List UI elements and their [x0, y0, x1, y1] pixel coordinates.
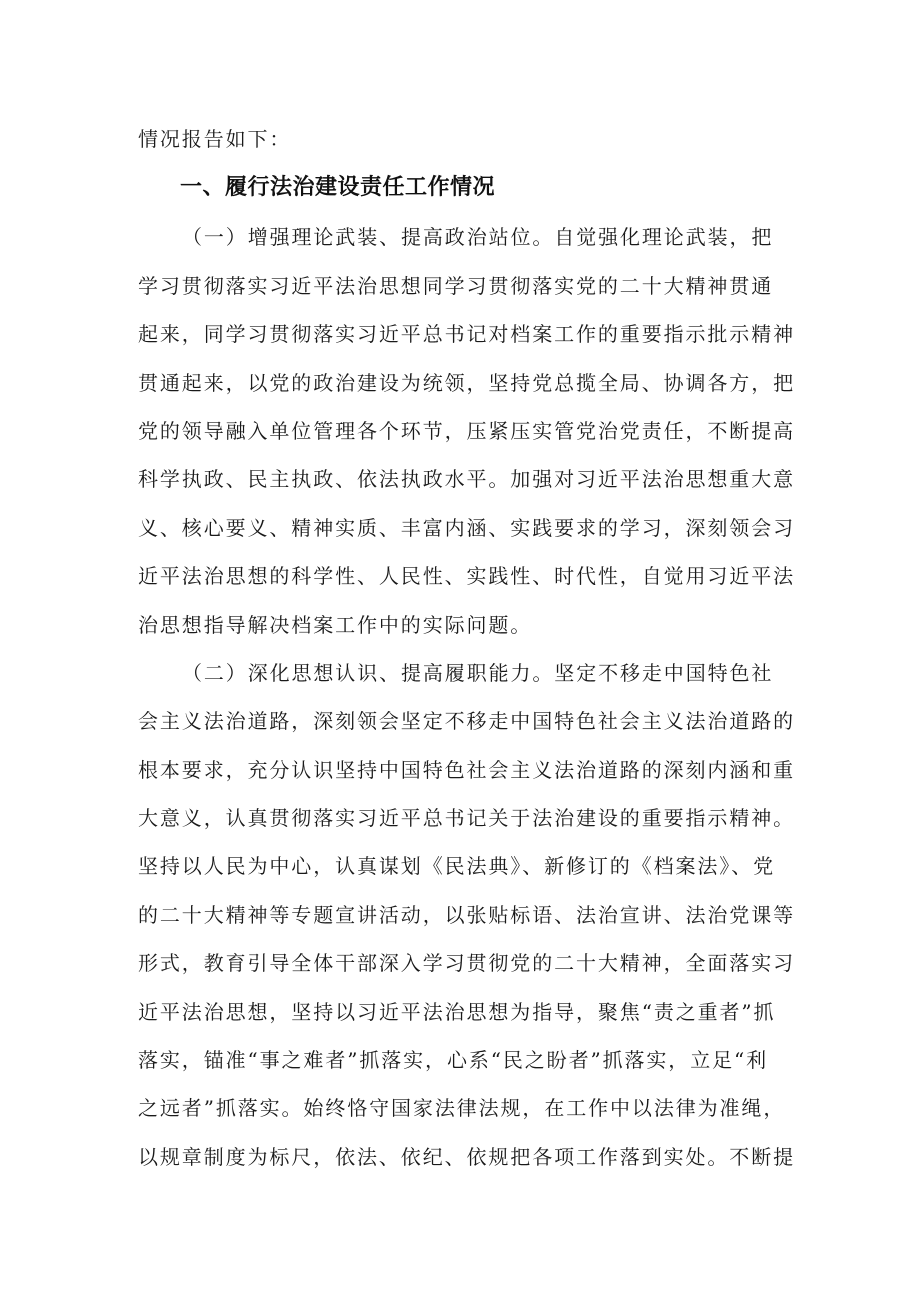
paragraph-1 [138, 213, 795, 649]
document-body [138, 115, 795, 1181]
paragraph-line: 近平法治思想的科学性、人民性、实践性、时代性，自觉用习近平法 [138, 564, 795, 589]
paragraph-line: 党的领导融入单位管理各个环节，压紧压实管党治党责任，不断提高 [138, 418, 795, 443]
paragraph-line: 形式，教育引导全体干部深入学习贯彻党的二十大精神，全面落实习 [138, 951, 795, 976]
paragraph-line: 贯通起来，以党的政治建设为统领，坚持党总揽全局、协调各方，把 [138, 370, 795, 395]
paragraph-line: 义、核心要义、精神实质、丰富内涵、实践要求的学习，深刻领会习 [138, 515, 795, 540]
paragraph-line: 科学执政、民主执政、依法执政水平。加强对习近平法治思想重大意 [138, 467, 795, 492]
paragraph-line: 落实，锚准“事之难者”抓落实，心系“民之盼者”抓落实，立足“利 [138, 1048, 769, 1073]
paragraph-line: （一）增强理论武装、提高政治站位。自觉强化理论武装，把 [182, 225, 774, 250]
paragraph-line: 的二十大精神等专题宣讲活动，以张贴标语、法治宣讲、法治党课等 [138, 902, 795, 927]
paragraph-line: 大意义，认真贯彻落实习近平总书记关于法治建设的重要指示精神。 [138, 806, 795, 831]
paragraph-line: 会主义法治道路，深刻领会坚定不移走中国特色社会主义法治道路的 [138, 709, 795, 734]
paragraph-line: 起来，同学习贯彻落实习近平总书记对档案工作的重要指示批示精神 [138, 322, 795, 347]
paragraph-line: 之远者”抓落实。始终恪守国家法律法规，在工作中以法律为准绳， [138, 1096, 786, 1121]
paragraph-line: 根本要求，充分认识坚持中国特色社会主义法治道路的深刻内涵和重 [138, 757, 795, 782]
paragraph-line: 以规章制度为标尺，依法、依纪、依规把各项工作落到实处。不断提 [138, 1144, 795, 1169]
paragraph-line: 坚持以人民为中心，认真谋划《民法典》、新修订的《档案法》、党 [138, 854, 775, 879]
intro-line: 情况报告如下： [138, 127, 292, 151]
paragraph-2 [138, 649, 795, 1181]
paragraph-line: 治思想指导解决档案工作中的实际问题。 [138, 612, 533, 637]
paragraph-line: 近平法治思想，坚持以习近平法治思想为指导，聚焦“责之重者”抓 [138, 999, 776, 1024]
section-heading: 一、履行法治建设责任工作情况 [180, 175, 496, 201]
paragraph-line: 学习贯彻落实习近平法治思想同学习贯彻落实党的二十大精神贯通 [138, 273, 774, 298]
paragraph-line: （二）深化思想认识、提高履职能力。坚定不移走中国特色社 [182, 660, 774, 685]
